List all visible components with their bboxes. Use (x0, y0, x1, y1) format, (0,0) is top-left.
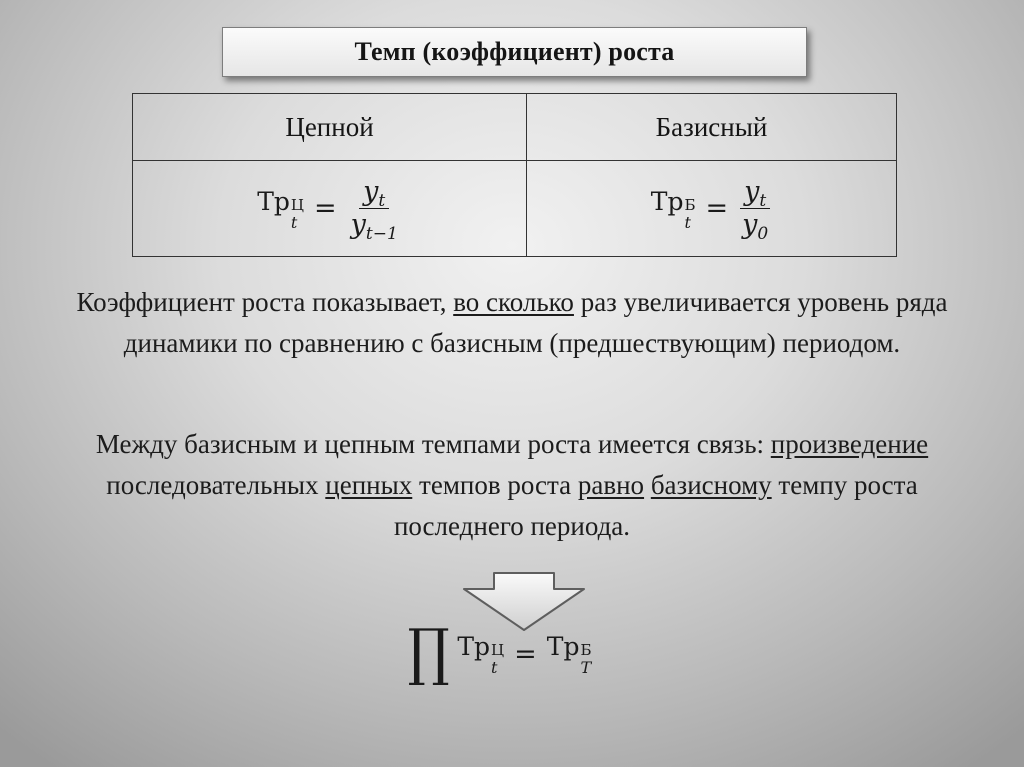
slide-title (222, 27, 807, 77)
underlined-phrase: во сколько (453, 287, 574, 317)
slide-title-text: Темп (коэффициент) роста (354, 37, 675, 66)
header-chain: Цепной (133, 94, 527, 161)
table-formula-row (133, 161, 897, 257)
product-rhs-superscript: Б (580, 641, 592, 659)
chain-formula (257, 175, 402, 244)
growth-coefficient-definition: Коэффициент роста показывает, во сколько раз увеличивается уровень ряда динамики по сравнению с базисным (предшествующим) периодом. (76, 287, 948, 358)
product-equals-sign: = (514, 638, 537, 670)
base-lhs-subscript: t (684, 212, 691, 232)
product-rhs-subscript: T (580, 658, 592, 677)
chain-base-relation-text: Между базисным и цепным темпами роста имеется связь: произведение последовательных цепных темпов роста равно базисному темпу роста последнего периода. (95, 429, 929, 541)
underlined-word: равно (577, 470, 645, 500)
base-denominator: $y_0$ (742, 209, 769, 244)
product-formula (404, 615, 592, 690)
chain-lhs-superscript: Ц (290, 195, 304, 214)
underlined-word: произведение (770, 429, 929, 459)
chain-equals-sign: = (313, 193, 337, 224)
table-header-row (133, 94, 897, 161)
base-formula (650, 175, 772, 244)
product-operator: ∏ (407, 615, 450, 688)
base-formula-lhs (651, 187, 696, 231)
base-numerator: $y_t$ (740, 178, 770, 209)
chain-denominator: $y_{t-1}$ (350, 209, 398, 244)
chain-numerator: $y_t$ (359, 178, 389, 209)
product-lhs-subscript: t (491, 658, 498, 677)
header-base: Базисный (527, 94, 897, 161)
base-formula-cell (527, 161, 897, 257)
chain-fraction (347, 175, 402, 244)
chain-formula-cell (133, 161, 527, 257)
chain-lhs-subscript: t (290, 212, 298, 232)
base-lhs-superscript: Б (684, 195, 696, 214)
product-lhs-superscript: Ц (491, 641, 505, 659)
base-equals-sign: = (705, 193, 729, 224)
underlined-word: базисному (650, 470, 772, 500)
underlined-word: цепных (325, 470, 413, 500)
chain-lhs-symbol: Тр (257, 186, 290, 216)
growth-rate-table (132, 93, 897, 257)
product-lhs: Тр Ц t (457, 632, 505, 677)
base-fraction (738, 175, 772, 244)
product-rhs: Тр Б T (546, 632, 592, 677)
base-lhs-symbol: Тр (650, 186, 684, 216)
chain-formula-lhs (257, 187, 304, 231)
